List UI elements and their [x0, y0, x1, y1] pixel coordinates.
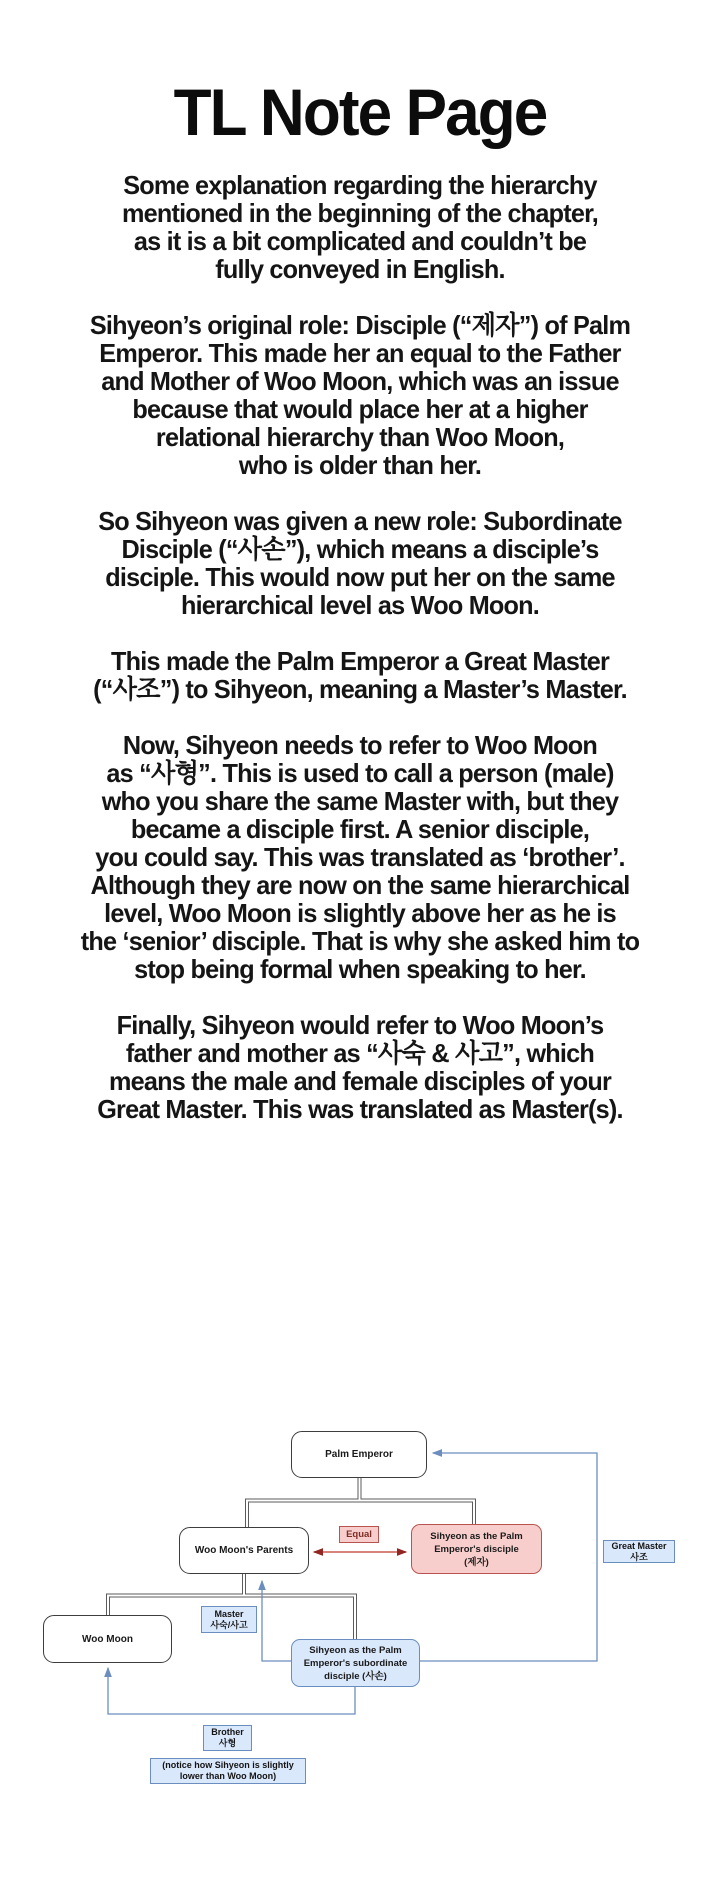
sihyeon-disciple-line: Sihyeon as the Palm	[430, 1530, 523, 1542]
text-line: the ‘senior’ disciple. That is why she asked him to	[80, 926, 640, 956]
text-line: This made the Palm Emperor a Great Master	[110, 646, 610, 676]
sihyeon-disciple-line: Emperor's disciple	[434, 1543, 519, 1555]
brother-label-line: 사형	[218, 1738, 237, 1748]
paragraph-masters	[10, 1011, 710, 1123]
text-line: relational hierarchy than Woo Moon,	[155, 422, 565, 452]
brother-label	[203, 1725, 252, 1751]
palm-emperor-box	[291, 1431, 427, 1478]
text-line: as it is a bit complicated and couldn’t be	[133, 226, 587, 256]
text-line: Now, Sihyeon needs to refer to Woo Moon	[122, 730, 598, 760]
sihyeon-subordinate-line: disciple (사손)	[324, 1670, 387, 1682]
notice-label-line: (notice how Sihyeon is slightly	[162, 1760, 294, 1770]
text-line: because that would place her at a higher	[132, 394, 588, 424]
paragraph-great-master	[10, 647, 710, 703]
palm-emperor-label: Palm Emperor	[325, 1449, 393, 1460]
woo-moon-box	[43, 1615, 172, 1663]
equal-label-text: Equal	[346, 1529, 372, 1540]
text-line: who you share the same Master with, but they	[101, 786, 619, 816]
woo-moon-parents-box	[179, 1527, 309, 1574]
page-title: TL Note Page	[173, 75, 547, 149]
text-line: Sihyeon’s original role: Disciple (“제자”) of Palm	[89, 310, 631, 340]
great-master-label-line: Great Master	[611, 1540, 667, 1551]
text-line: who is older than her.	[238, 450, 482, 480]
text-line: as “사형”. This is used to call a person (male)	[106, 758, 614, 788]
paragraph-brother	[10, 731, 710, 983]
text-line: became a disciple first. A senior disciple,	[130, 814, 590, 844]
brother-label-line: Brother	[211, 1727, 244, 1737]
text-line: Finally, Sihyeon would refer to Woo Moon’s	[116, 1010, 604, 1040]
text-line: Great Master. This was translated as Master(s).	[97, 1094, 623, 1124]
paragraph-new-role	[10, 507, 710, 619]
text-line: hierarchical level as Woo Moon.	[180, 590, 540, 620]
text-line: father and mother as “사숙 & 사고”, which	[125, 1038, 595, 1068]
sihyeon-subordinate-line: Emperor's subordinate	[303, 1657, 408, 1669]
paragraph-intro	[10, 171, 710, 283]
master-label-line: 사숙/사고	[210, 1619, 248, 1630]
text-line: So Sihyeon was given a new role: Subordinate	[98, 506, 622, 536]
text-line: fully conveyed in English.	[215, 254, 505, 284]
note-text	[0, 171, 720, 1151]
text-line: level, Woo Moon is slightly above her as he is	[104, 898, 616, 928]
text-line: you could say. This was translated as ‘brother’.	[95, 842, 625, 872]
text-line: stop being formal when speaking to her.	[134, 954, 586, 984]
text-line: Although they are now on the same hierarchical	[90, 870, 630, 900]
text-line: Some explanation regarding the hierarchy	[123, 170, 597, 200]
master-arrow	[262, 1581, 291, 1661]
equal-label	[339, 1526, 379, 1543]
paragraph-original-role	[10, 311, 710, 479]
notice-label-line: lower than Woo Moon)	[179, 1771, 277, 1781]
text-line: and Mother of Woo Moon, which was an issue	[101, 366, 619, 396]
great-master-label-line: 사조	[630, 1551, 648, 1562]
sihyeon-disciple-box	[411, 1524, 542, 1574]
text-line: mentioned in the beginning of the chapter,	[121, 198, 599, 228]
master-label-line: Master	[214, 1608, 244, 1619]
text-line: disciple. This would now put her on the same	[105, 562, 615, 592]
text-line: Emperor. This made her an equal to the Father	[99, 338, 621, 368]
great-master-label	[603, 1540, 675, 1563]
sihyeon-subordinate-box	[291, 1639, 420, 1687]
woo-moon-label: Woo Moon	[82, 1633, 133, 1645]
master-label	[201, 1606, 257, 1633]
text-line: (“사조”) to Sihyeon, meaning a Master’s Master.	[93, 674, 627, 704]
notice-label	[150, 1758, 306, 1784]
text-line: means the male and female disciples of your	[108, 1066, 612, 1096]
sihyeon-subordinate-line: Sihyeon as the Palm	[309, 1644, 402, 1656]
text-line: Disciple (“사손”), which means a disciple’s	[121, 534, 599, 564]
sihyeon-disciple-line: (제자)	[464, 1556, 489, 1568]
woo-moon-parents-label: Woo Moon's Parents	[194, 1545, 294, 1556]
